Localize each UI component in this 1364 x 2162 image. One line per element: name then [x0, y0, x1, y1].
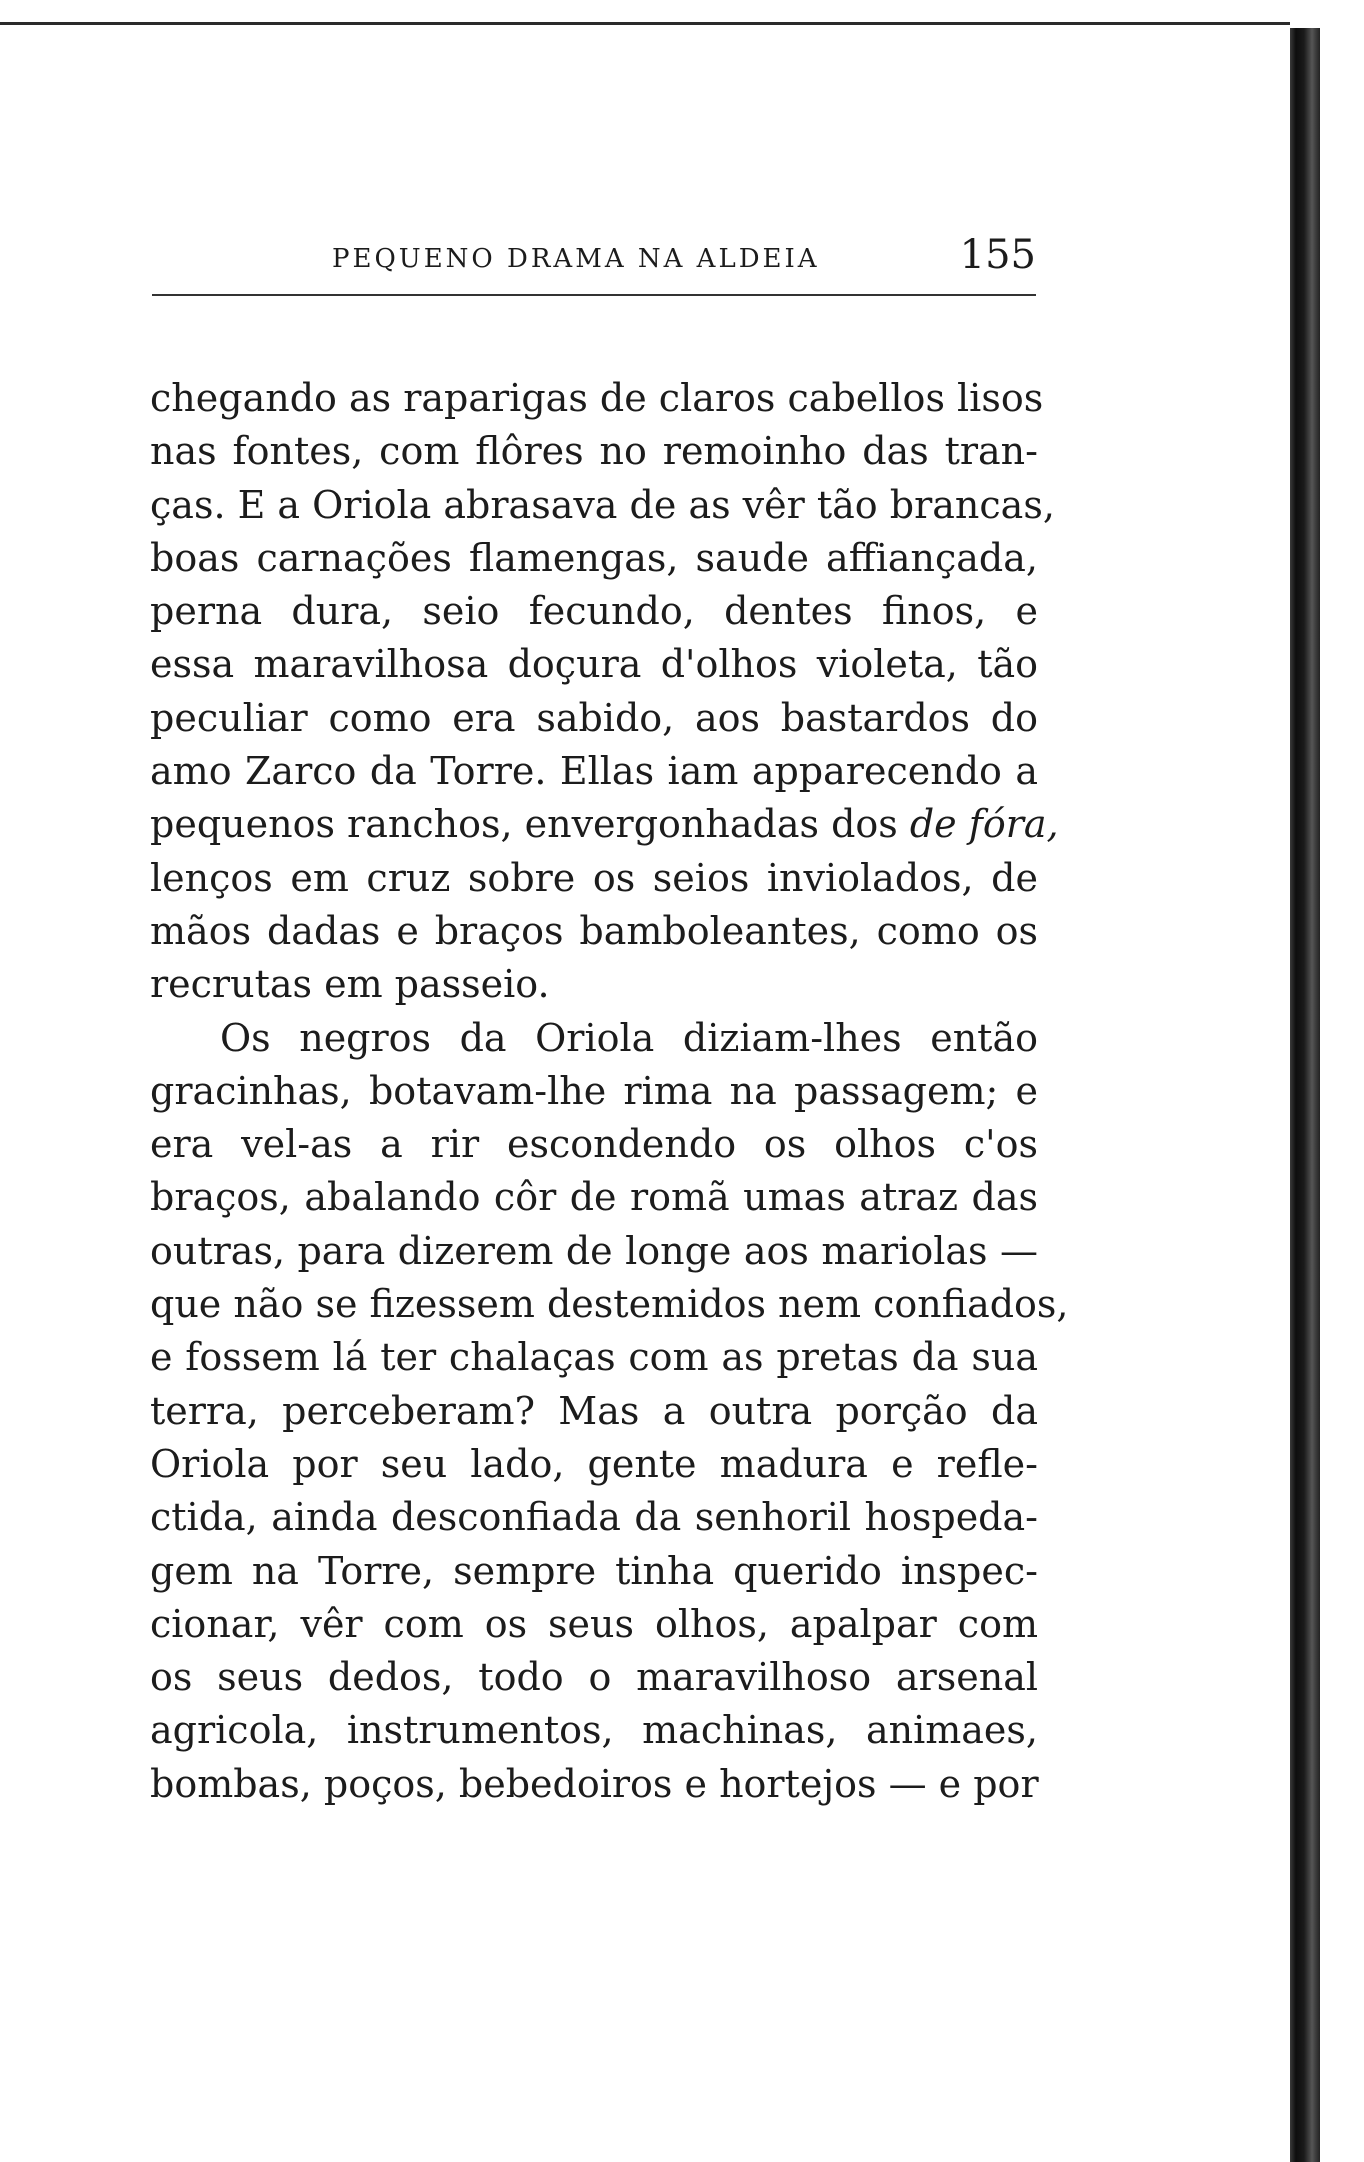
text-line: ctida, ainda desconfiada da senhoril hospeda-: [150, 1495, 1038, 1540]
text-line: que não se fizessem destemidos nem confiados,: [150, 1282, 1069, 1327]
top-border-rule: [0, 22, 1290, 25]
text-line: perna dura, seio fecundo, dentes finos, e: [150, 589, 1038, 634]
text-line: os seus dedos, todo o maravilhoso arsenal: [150, 1655, 1038, 1700]
paragraph-end-line: recrutas em passeio.: [150, 962, 550, 1007]
text-line: terra, perceberam? Mas a outra porção da: [150, 1388, 1038, 1433]
text-line: braços, abalando côr de romã umas atraz das: [150, 1175, 1038, 1220]
text-line: Oriola por seu lado, gente madura e refle-: [150, 1441, 1038, 1486]
text-line: bombas, poços, bebedoiros e hortejos — e por: [150, 1761, 1039, 1806]
text-line: peculiar como era sabido, aos bastardos do: [150, 695, 1038, 740]
text-line-with-italic: [150, 798, 1059, 851]
text-line: nas fontes, com flôres no remoinho das tran-: [150, 429, 1038, 474]
text-segment: pequenos ranchos, envergonhadas dos: [150, 802, 910, 847]
text-line: outras, para dizerem de longe aos mariolas —: [150, 1228, 1038, 1273]
text-line: cionar, vêr com os seus olhos, apalpar com: [150, 1601, 1038, 1646]
text-line: chegando as raparigas de claros cabellos lisos: [150, 376, 1044, 420]
book-page-edge: [1290, 28, 1320, 2162]
text-line: e fossem lá ter chalaças com as pretas da sua: [150, 1335, 1038, 1380]
text-line: ças. E a Oriola abrasava de as vêr tão brancas,: [150, 482, 1055, 527]
text-line: gem na Torre, sempre tinha querido inspec-: [150, 1548, 1038, 1593]
page-header: [152, 234, 1036, 296]
text-line: mãos dadas e braços bamboleantes, como os: [150, 908, 1038, 953]
text-line: amo Zarco da Torre. Ellas iam apparecendo a: [150, 749, 1038, 794]
text-line: gracinhas, botavam-lhe rima na passagem; e: [150, 1068, 1038, 1113]
body-text: [150, 372, 1069, 1811]
text-line: lenços em cruz sobre os seios inviolados, de: [150, 855, 1038, 900]
paragraph-start-line: Os negros da Oriola diziam-lhes então: [220, 1015, 1038, 1060]
page-number: 155: [959, 232, 1036, 278]
italic-phrase: de fóra,: [909, 802, 1059, 847]
running-title: PEQUENO DRAMA NA ALDEIA: [332, 244, 820, 274]
text-line: era vel-as a rir escondendo os olhos c'os: [150, 1122, 1038, 1167]
text-line: agricola, instrumentos, machinas, animaes,: [150, 1708, 1038, 1753]
text-line: boas carnações flamengas, saude affiançada,: [150, 535, 1038, 580]
text-line: essa maravilhosa doçura d'olhos violeta, tão: [150, 642, 1038, 687]
